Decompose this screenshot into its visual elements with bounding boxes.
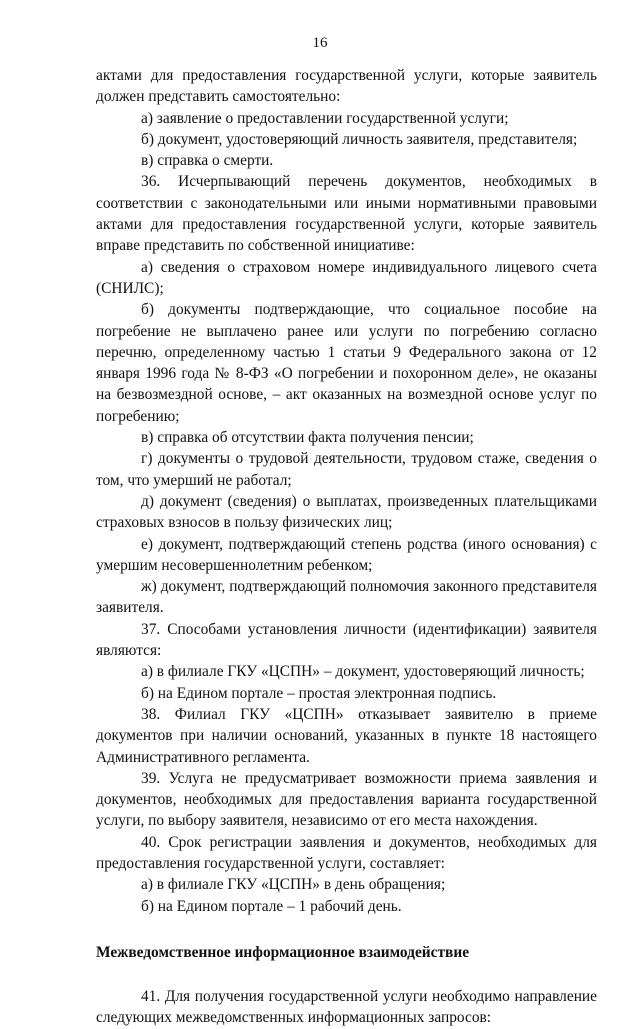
paragraph: г) документы о трудовой деятельности, трудовом стаже, сведения о том, что умерший не работал; bbox=[96, 450, 597, 489]
paragraph: 38. Филиал ГКУ «ЦСПН» отказывает заявителю в приеме документов при наличии оснований, указанных в пункте 18 настоящего Административного регламента. bbox=[96, 705, 597, 766]
paragraph: д) документ (сведения) о выплатах, произведенных плательщиками страховых взносов в пользу физических лиц; bbox=[96, 492, 597, 532]
paragraph: а) в филиале ГКУ «ЦСПН» – документ, удостоверяющий личность; bbox=[141, 663, 585, 681]
paragraphs-after-heading bbox=[96, 986, 597, 1029]
paragraphs-before-heading bbox=[96, 65, 597, 917]
paragraph: ж) документ, подтверждающий полномочия законного представителя заявителя. bbox=[96, 578, 597, 617]
paragraph: 36. Исчерпывающий перечень документов, необходимых в соответствии с законодательными или иными нормативными правовыми актами для предоставления государственной услуги, которые заявитель вправе представить по собственной инициативе: bbox=[96, 173, 597, 255]
page-number: 16 bbox=[312, 35, 328, 51]
paragraph: а) в филиале ГКУ «ЦСПН» в день обращения; bbox=[141, 876, 446, 894]
paragraph: 40. Срок регистрации заявления и документов, необходимых для предоставления государственной услуги, составляет: bbox=[96, 833, 597, 872]
paragraph: а) заявление о предоставлении государственной услуги; bbox=[141, 109, 509, 127]
paragraph: 37. Способами установления личности (идентификации) заявителя являются: bbox=[96, 620, 597, 660]
paragraph: 39. Услуга не предусматривает возможности приема заявления и документов, необходимых для предоставления варианта государственной услуги, по выбору заявителя, независимо от его места нахождения. bbox=[96, 769, 597, 830]
paragraph: е) документ, подтверждающий степень родства (иного основания) с умершим несовершеннолетним ребенком; bbox=[96, 535, 597, 574]
paragraph: б) на Едином портале – простая электронная подпись. bbox=[141, 684, 497, 702]
paragraph: в) справка об отсутствии факта получения пенсии; bbox=[141, 429, 474, 447]
paragraph: а) сведения о страховом номере индивидуального лицевого счета (СНИЛС); bbox=[96, 258, 597, 297]
paragraph: в) справка о смерти. bbox=[141, 152, 274, 170]
section-heading: Межведомственное информационное взаимодействие bbox=[96, 943, 470, 961]
paragraph: 41. Для получения государственной услуги необходимо направление следующих межведомственных информационных запросов: bbox=[96, 988, 597, 1027]
paragraph: б) документы подтверждающие, что социальное пособие на погребение не выплачено ранее или услуги по погребению согласно перечню, определенному частью 1 статьи 9 Федерального закона от 12 января 1996 года № 8-ФЗ «О погребении и похоронном деле», не оказаны на безвозмездной основе, – акт оказанных на возмездной основе услуг по погребению; bbox=[96, 301, 597, 425]
paragraph: актами для предоставления государственной услуги, которые заявитель должен представить самостоятельно: bbox=[96, 67, 597, 106]
document-body bbox=[96, 65, 597, 1029]
paragraph: б) документ, удостоверяющий личность заявителя, представителя; bbox=[141, 130, 578, 148]
paragraph: б) на Едином портале – 1 рабочий день. bbox=[141, 897, 402, 915]
